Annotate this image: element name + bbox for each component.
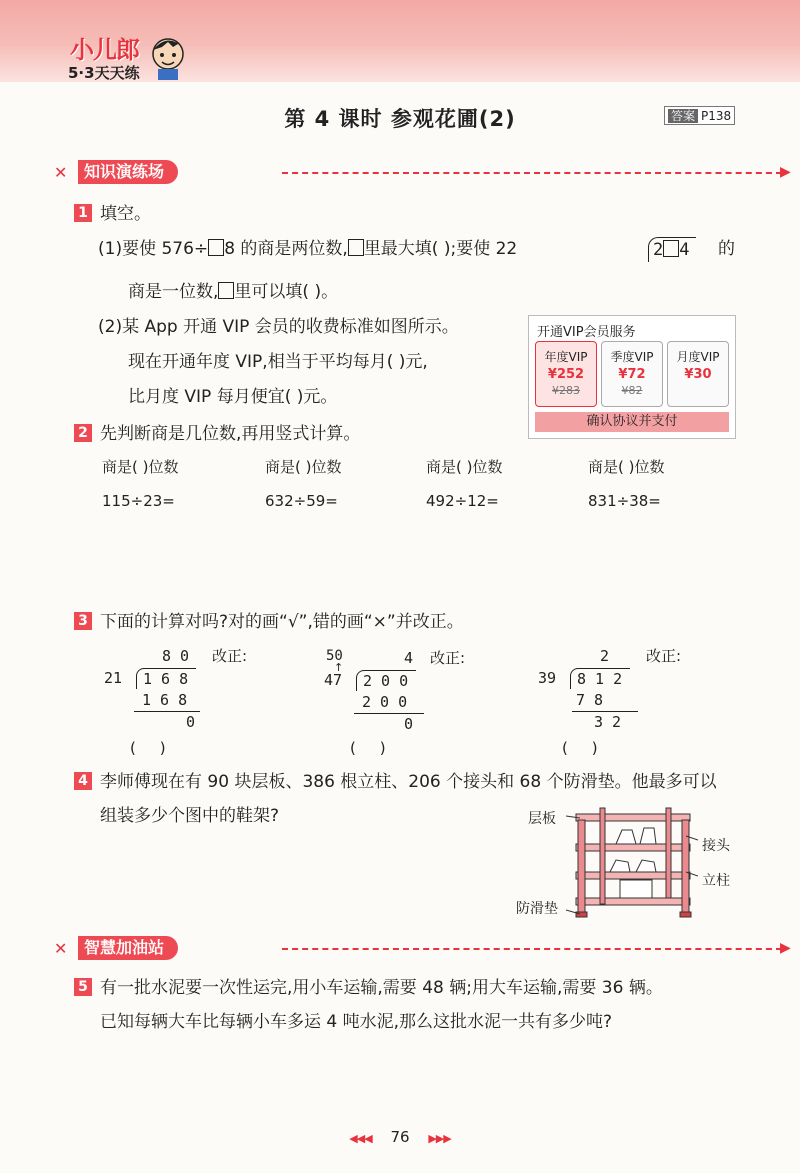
question-5-line-1 [74,976,663,1000]
calc2-divisor: 47 [324,671,343,689]
fix-label: 改正: [646,647,682,665]
calc3-subtrahend: 7 8 [576,691,604,709]
page-number: 76 [390,1128,410,1146]
question-text: 李师傅现在有 90 块层板、386 根立柱、206 个接头和 68 个防滑垫。他最多可以 [100,772,717,792]
calc2-rule [354,713,424,714]
calc2-quotient: 4 [404,649,414,667]
calc3-dividend: 8 1 2 [570,668,630,689]
plan-price: ¥30 [684,367,712,382]
q2-label-1: 商是( )位数 [102,458,179,476]
question-1-part-2-line-2: 现在开通年度 VIP,相当于平均每月( )元, [128,352,428,372]
section-challenge-label: 智慧加油站 [78,936,178,960]
question-2-stem [74,422,360,446]
section-divider [282,948,782,950]
plan-name: 年度VIP [544,350,588,364]
question-3-stem [74,610,464,634]
forward-triangles-icon: ▶▶▶ [428,1132,451,1145]
question-1-part-2-line-3: 比月度 VIP 每月便宜( )元。 [128,387,338,407]
calc1-dividend: 1 6 8 [136,668,196,689]
plan-name: 季度VIP [610,350,654,364]
q2-label-4: 商是( )位数 [588,458,665,476]
blank-box[interactable] [663,240,679,257]
answer-page-number: P138 [701,109,732,123]
plan-monthly[interactable] [667,341,729,407]
arrow-right-icon: ▶ [780,940,791,956]
question-4-line-1 [74,770,717,794]
calc1-answer-paren[interactable]: ( ) [130,739,166,757]
label-shelf: 层板 [528,811,556,827]
brand-logo: 小儿郎 [70,36,139,64]
calc2-dividend: 2 0 0 [356,670,416,691]
calc3-divisor: 39 [538,669,557,687]
calc1-divisor: 21 [104,669,123,687]
digit: 4 [679,240,690,260]
calc2-remainder: 0 [404,715,414,733]
calc3-quotient: 2 [600,647,610,665]
calc3-answer-paren[interactable]: ( ) [562,739,598,757]
question-number: 1 [74,204,92,222]
calc3-remainder: 3 2 [594,713,622,731]
blank-box[interactable] [218,282,234,299]
question-number: 4 [74,772,92,790]
question-number: 2 [74,424,92,442]
back-triangles-icon: ◀◀◀ [349,1132,372,1145]
q2-expression-3: 492÷12= [426,492,499,510]
section-divider [282,172,782,174]
confirm-pay-button[interactable]: 确认协议并支付 [535,412,729,432]
plan-quarterly[interactable] [601,341,663,407]
vip-panel-title: 开通VIP会员服务 [537,325,636,340]
calc2-subtrahend: 2 0 0 [362,693,408,711]
question-1-part-1 [98,237,517,261]
question-text: 下面的计算对吗?对的画“√”,错的画“×”并改正。 [100,612,464,632]
fix-label: 改正: [430,649,466,667]
digit: 2 [653,240,664,260]
plan-price: ¥72 [618,367,646,382]
question-number: 5 [74,978,92,996]
shoe-rack-illustration [566,806,698,920]
fix-label: 改正: [212,647,248,665]
text: 里最大填( );要使 22 [363,239,518,259]
blank-box[interactable] [348,239,364,256]
text: 的 [718,239,735,259]
arrow-right-icon: ▶ [780,164,791,180]
calc1-quotient: 8 0 [162,647,190,665]
text: 8 的商是两位数, [224,239,348,259]
section-flag-icon: ✕ [54,163,68,182]
plan-original-price: ¥283 [552,384,580,397]
calc2-note: 50 [326,648,343,664]
label-joint: 接头 [702,838,730,854]
question-1-part-1-line-2 [128,280,338,304]
section-practice [54,160,791,186]
page-title: 第 4 课时 参观花圃(2) [284,107,516,131]
question-5-line-2: 已知每辆大车比每辆小车多运 4 吨水泥,那么这批水泥一共有多少吨? [100,1012,613,1032]
plan-name: 月度VIP [676,350,720,364]
brand-subtitle: 5·3天天练 [68,64,140,82]
blank-box[interactable] [208,239,224,256]
text: (1)要使 576÷ [98,239,209,259]
mascot-icon [148,34,188,80]
q2-expression-4: 831÷38= [588,492,661,510]
label-pad: 防滑垫 [516,901,558,917]
long-division-prompt [648,237,696,262]
answer-key-label: 答案 [668,109,698,123]
calc1-subtrahend: 1 6 8 [142,691,188,709]
question-number: 3 [74,612,92,630]
q2-expression-2: 632÷59= [265,492,338,510]
question-text: 先判断商是几位数,再用竖式计算。 [100,424,361,444]
plan-price: ¥252 [547,367,585,382]
q2-label-3: 商是( )位数 [426,458,503,476]
section-flag-icon: ✕ [54,939,68,958]
q2-label-2: 商是( )位数 [265,458,342,476]
q2-expression-1: 115÷23= [102,492,175,510]
question-text: 有一批水泥要一次性运完,用小车运输,需要 48 辆;用大车运输,需要 36 辆。 [100,978,663,998]
answer-page-ref [664,106,735,125]
question-4-line-2: 组装多少个图中的鞋架? [100,806,280,826]
question-1-part-2-line-1: (2)某 App 开通 VIP 会员的收费标准如图所示。 [98,317,459,337]
arrow-up-icon: ↑ [334,661,344,674]
question-text: 填空。 [100,204,151,224]
label-post: 立柱 [702,873,730,889]
plan-original-price: ¥82 [621,384,643,397]
plan-yearly[interactable] [535,341,597,407]
vip-pricing-panel [528,315,736,439]
text: 里可以填( )。 [234,282,339,302]
calc1-remainder: 0 [186,713,196,731]
question-1-stem [74,202,151,226]
calc2-answer-paren[interactable]: ( ) [350,739,386,757]
section-practice-label: 知识演练场 [78,160,178,184]
text: 商是一位数, [128,282,219,302]
page-footer [0,1128,800,1146]
section-challenge [54,936,791,962]
